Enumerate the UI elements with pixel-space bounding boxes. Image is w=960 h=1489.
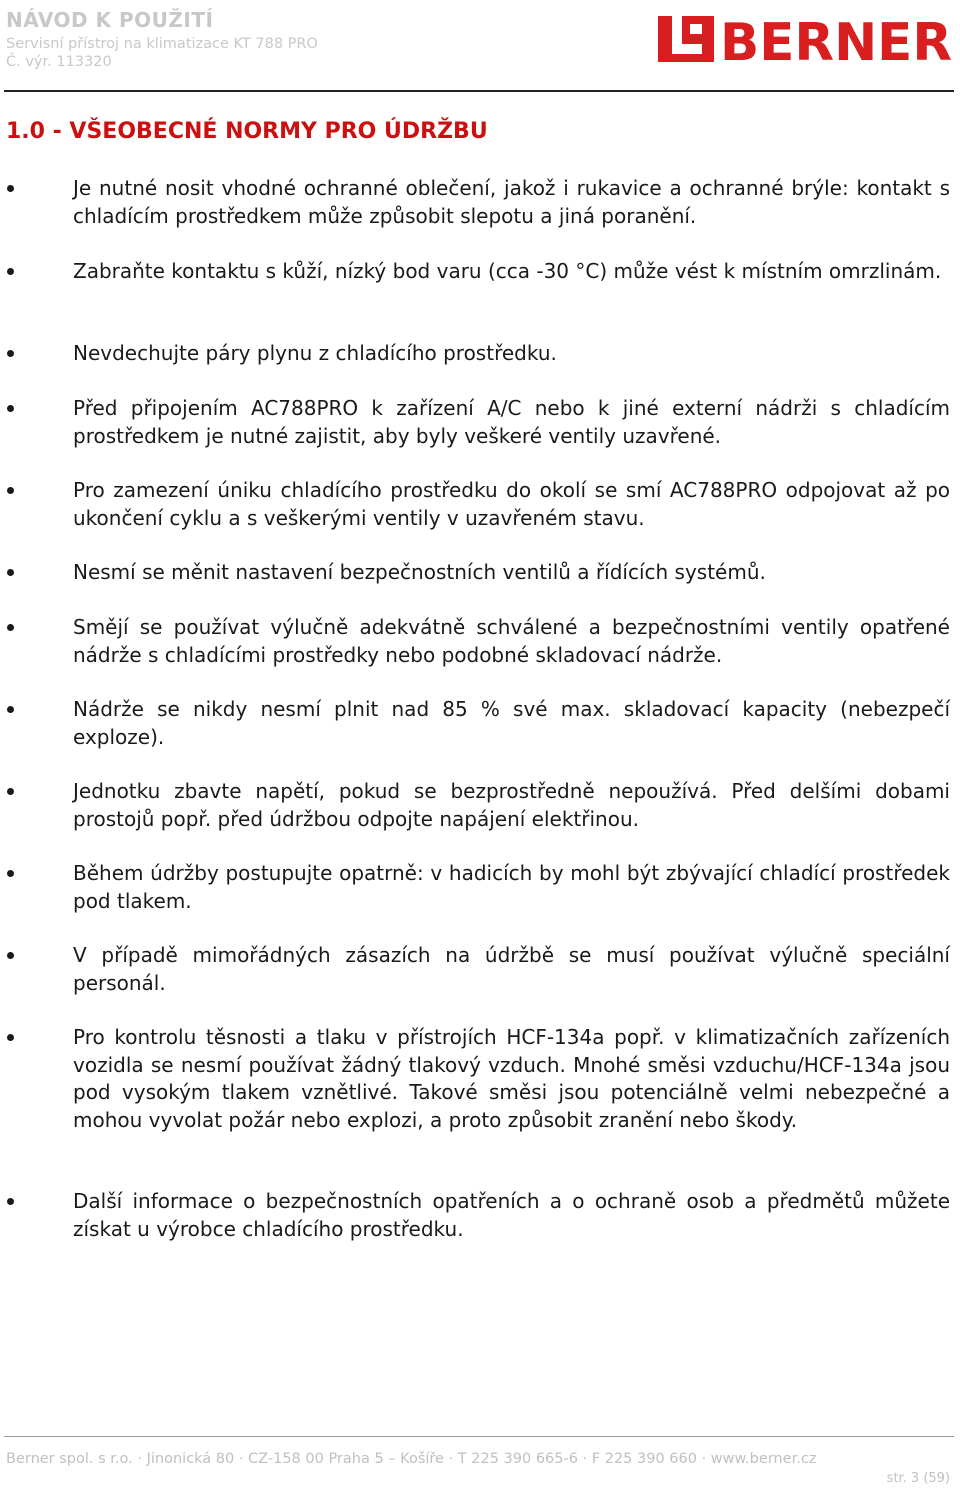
bullet-marker: [7, 405, 14, 412]
bullet-marker: [7, 569, 14, 576]
list-item: Během údržby postupujte opatrně: v hadicích by mohl být zbývající chladící prostředek pod tlakem.: [73, 861, 950, 913]
bullet-marker: [7, 1198, 14, 1205]
list-item: Nesmí se měnit nastavení bezpečnostních ventilů a řídících systémů.: [73, 560, 766, 584]
header-divider: [4, 90, 954, 92]
bullet-marker: [7, 350, 14, 357]
bullet-marker: [7, 706, 14, 713]
page-number: str. 3 (59): [886, 1471, 950, 1486]
section-heading: 1.0 - VŠEOBECNÉ NORMY PRO ÚDRŽBU: [6, 119, 488, 144]
bullet-marker: [7, 185, 14, 192]
list-item: Nádrže se nikdy nesmí plnit nad 85 % své max. skladovací kapacity (nebezpečí exploze).: [73, 697, 950, 749]
list-item: Zabraňte kontaktu s kůží, nízký bod varu (cca -30 °C) může vést k místním omrzlinám.: [73, 259, 942, 283]
berner-logo: [658, 14, 954, 66]
footer-divider: [4, 1436, 954, 1437]
list-item: V případě mimořádných zásazích na údržbě se musí používat výlučně speciální personál.: [73, 943, 950, 995]
bullet-marker: [7, 624, 14, 631]
bullet-marker: [7, 268, 14, 275]
product-number: Č. výr. 113320: [6, 54, 112, 70]
logo-wordmark: BERNER: [720, 14, 952, 66]
list-item: Pro kontrolu těsnosti a tlaku v přístrojích HCF-134a popř. v klimatizačních zařízeních vozidla se nesmí používat žádný tlakový vzduch. Mnohé směsi vzduchu/HCF-134a jsou pod vysokým tlakem vznětlivé. Takové směsi jsou potenciálně velmi nebezpečné a mohou vyvolat požár nebo explozi, a proto způsobit zranění nebo škody.: [73, 1025, 950, 1132]
list-item: Před připojením AC788PRO k zařízení A/C nebo k jiné externí nádrži s chladícím prostředkem je nutné zajistit, aby byly veškeré ventily uzavřené.: [73, 396, 950, 448]
list-item: Smějí se používat výlučně adekvátně schválené a bezpečnostními ventily opatřené nádrže s chladícími prostředky nebo podobné skladovací nádrže.: [73, 615, 950, 667]
document-subtitle: Servisní přístroj na klimatizace KT 788 PRO: [6, 36, 318, 52]
bullet-marker: [7, 487, 14, 494]
page-header: [0, 0, 960, 96]
bullet-marker: [7, 1034, 14, 1041]
list-item: Jednotku zbavte napětí, pokud se bezprostředně nepoužívá. Před delšími dobami prostojů popř. před údržbou odpojte napájení elektřinou.: [73, 779, 950, 831]
list-item: Je nutné nosit vhodné ochranné oblečení, jakož i rukavice a ochranné brýle: kontakt s chladícím prostředkem může způsobit slepotu a jiná poranění.: [73, 176, 950, 228]
list-item: Další informace o bezpečnostních opatřeních a o ochraně osob a předmětů můžete získat u výrobce chladícího prostředku.: [73, 1189, 950, 1241]
bullet-marker: [7, 870, 14, 877]
document-title: NÁVOD K POUŽITÍ: [6, 8, 214, 32]
footer-address: Berner spol. s r.o. · Jinonická 80 · CZ-158 00 Praha 5 – Košíře · T 225 390 665-6 · F 225 390 660 · www.berner.cz: [6, 1451, 817, 1467]
list-item: Nevdechujte páry plynu z chladícího prostředku.: [73, 341, 557, 365]
list-item: Pro zamezení úniku chladícího prostředku do okolí se smí AC788PRO odpojovat až po ukončení cyklu a s veškerými ventily v uzavřeném stavu.: [73, 478, 950, 530]
bullet-marker: [7, 952, 14, 959]
bullet-marker: [7, 788, 14, 795]
